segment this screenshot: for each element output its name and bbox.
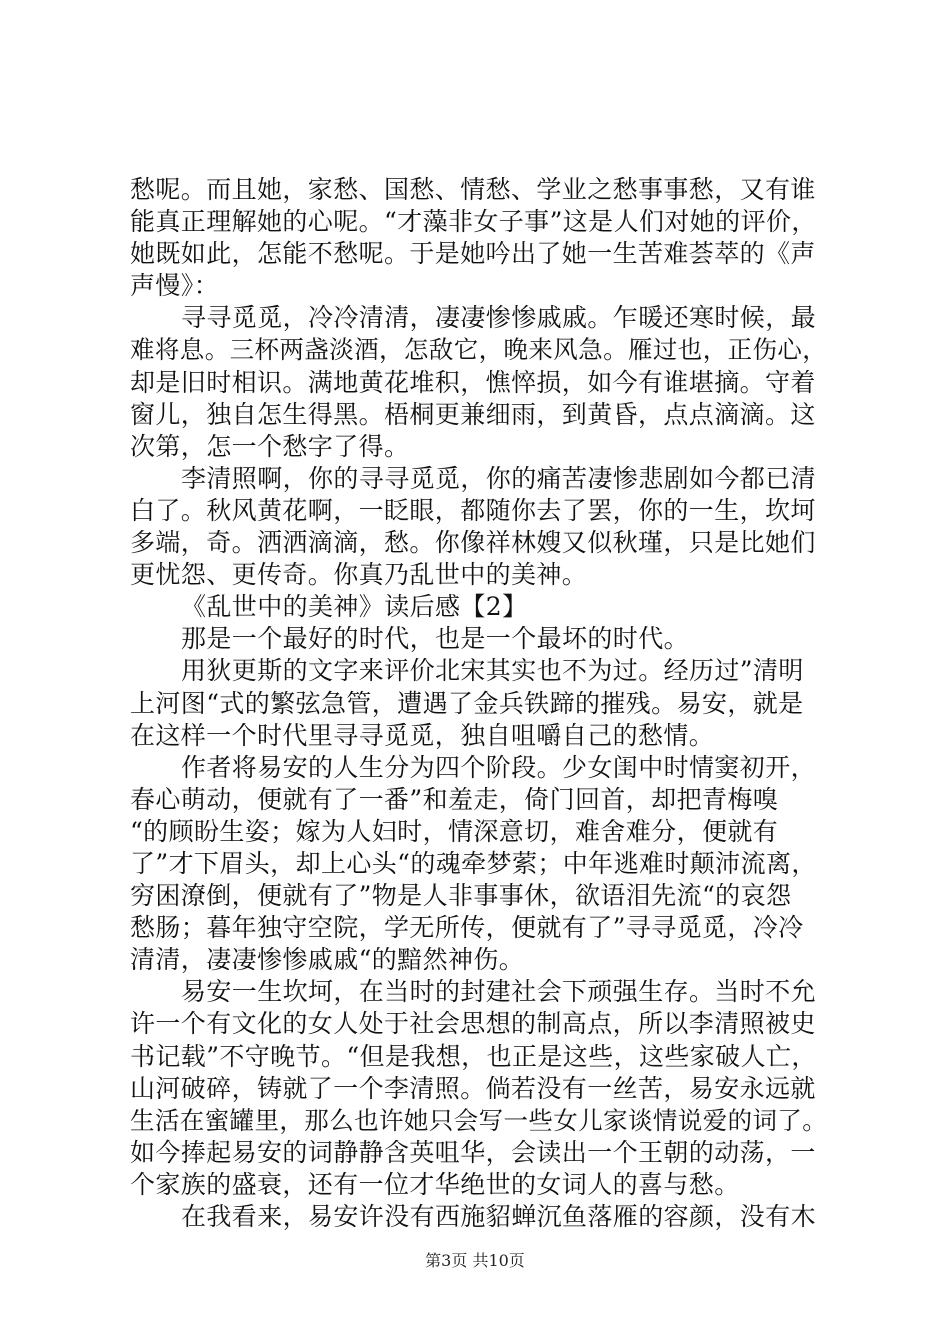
text-line: 用狄更斯的文字来评价北宋其实也不为过。经历过”清明 bbox=[181, 656, 804, 686]
document-body bbox=[130, 174, 830, 1233]
text-line: 能真正理解她的心呢。“才藻非女子事”这是人们对她的评价， bbox=[130, 207, 817, 237]
text-line: 如今捧起易安的词静静含英咀华，会读出一个王朝的动荡，一 bbox=[130, 1137, 816, 1167]
text-line: 作者将易安的人生分为四个阶段。少女闺中时情窦初开， bbox=[181, 752, 817, 782]
text-line: 生活在蜜罐里，那么也许她只会写一些女儿家谈情说爱的词了。 bbox=[130, 1105, 828, 1135]
text-line: 许一个有文化的女人处于社会思想的制高点，所以李清照被史 bbox=[130, 1009, 816, 1039]
text-line: 李清照啊，你的寻寻觅觅，你的痛苦凄惨悲剧如今都已清 bbox=[181, 463, 817, 493]
text-line: 愁肠；暮年独守空院，学无所传，便就有了”寻寻觅觅，冷冷 bbox=[130, 913, 804, 943]
text-line: 上河图“式的繁弦急管，遭遇了金兵铁蹄的摧残。易安，就是 bbox=[130, 688, 804, 718]
text-line: 春心萌动，便就有了一番”和羞走，倚门回首，却把青梅嗅 bbox=[130, 784, 779, 814]
text-line: 愁呢。而且她，家愁、国愁、情愁、学业之愁事事愁，又有谁 bbox=[130, 175, 816, 204]
text-line: 寻寻觅觅，冷冷清清，凄凄惨惨戚戚。乍暖还寒时候，最 bbox=[181, 303, 817, 333]
text-line: 清清，凄凄惨惨戚戚“的黯然神伤。 bbox=[130, 945, 525, 975]
text-line: 在这样一个时代里寻寻觅觅，独自咀嚼自己的愁情。 bbox=[130, 720, 715, 750]
page-footer: 第3页 共10页 bbox=[425, 1251, 525, 1270]
text-line: 窗儿，独自怎生得黑。梧桐更兼细雨，到黄昏，点点滴滴。这 bbox=[130, 399, 816, 429]
text-line: 个家族的盛衰，还有一位才华绝世的女词人的喜与愁。 bbox=[130, 1169, 740, 1199]
text-line: 声慢》： bbox=[130, 271, 220, 301]
text-line: 多端，奇。洒洒滴滴，愁。你像祥林嫂又似秋瑾，只是比她们 bbox=[130, 528, 816, 558]
text-line: 难将息。三杯两盏淡酒，怎敌它，晚来风急。雁过也，正伤心， bbox=[130, 335, 828, 365]
text-line: 《乱世中的美神》读后感【2】 bbox=[181, 592, 528, 622]
text-line: 更忧怨、更传奇。你真乃乱世中的美神。 bbox=[130, 560, 588, 590]
text-line: 穷困潦倒，便就有了”物是人非事事休，欲语泪先流“的哀怨 bbox=[130, 881, 792, 911]
text-line: 书记载”不守晚节。“但是我想，也正是这些，这些家破人亡， bbox=[130, 1041, 817, 1071]
text-line: 易安一生坎坷，在当时的封建社会下顽强生存。当时不允 bbox=[181, 977, 817, 1007]
text-line: “的顾盼生姿；嫁为人妇时，情深意切，难舍难分，便就有 bbox=[130, 816, 779, 846]
text-line: 那是一个最好的时代，也是一个最坏的时代。 bbox=[181, 624, 690, 654]
text-line: 在我看来，易安许没有西施貂蝉沉鱼落雁的容颜，没有木 bbox=[181, 1202, 817, 1231]
text-line: 却是旧时相识。满地黄花堆积，憔悴损，如今有谁堪摘。守着 bbox=[130, 367, 816, 397]
text-line: 白了。秋风黄花啊，一眨眼，都随你去了罢，你的一生，坎坷 bbox=[130, 495, 816, 525]
text-line: 次第，怎一个愁字了得。 bbox=[130, 431, 410, 461]
text-line: 山河破碎，铸就了一个李清照。倘若没有一丝苦，易安永远就 bbox=[130, 1073, 816, 1103]
text-line: 了”才下眉头，却上心头“的魂牵梦萦；中年逃难时颠沛流离， bbox=[130, 848, 817, 878]
text-line: 她既如此，怎能不愁呢。于是她吟出了她一生苦难荟萃的《声 bbox=[130, 239, 816, 269]
